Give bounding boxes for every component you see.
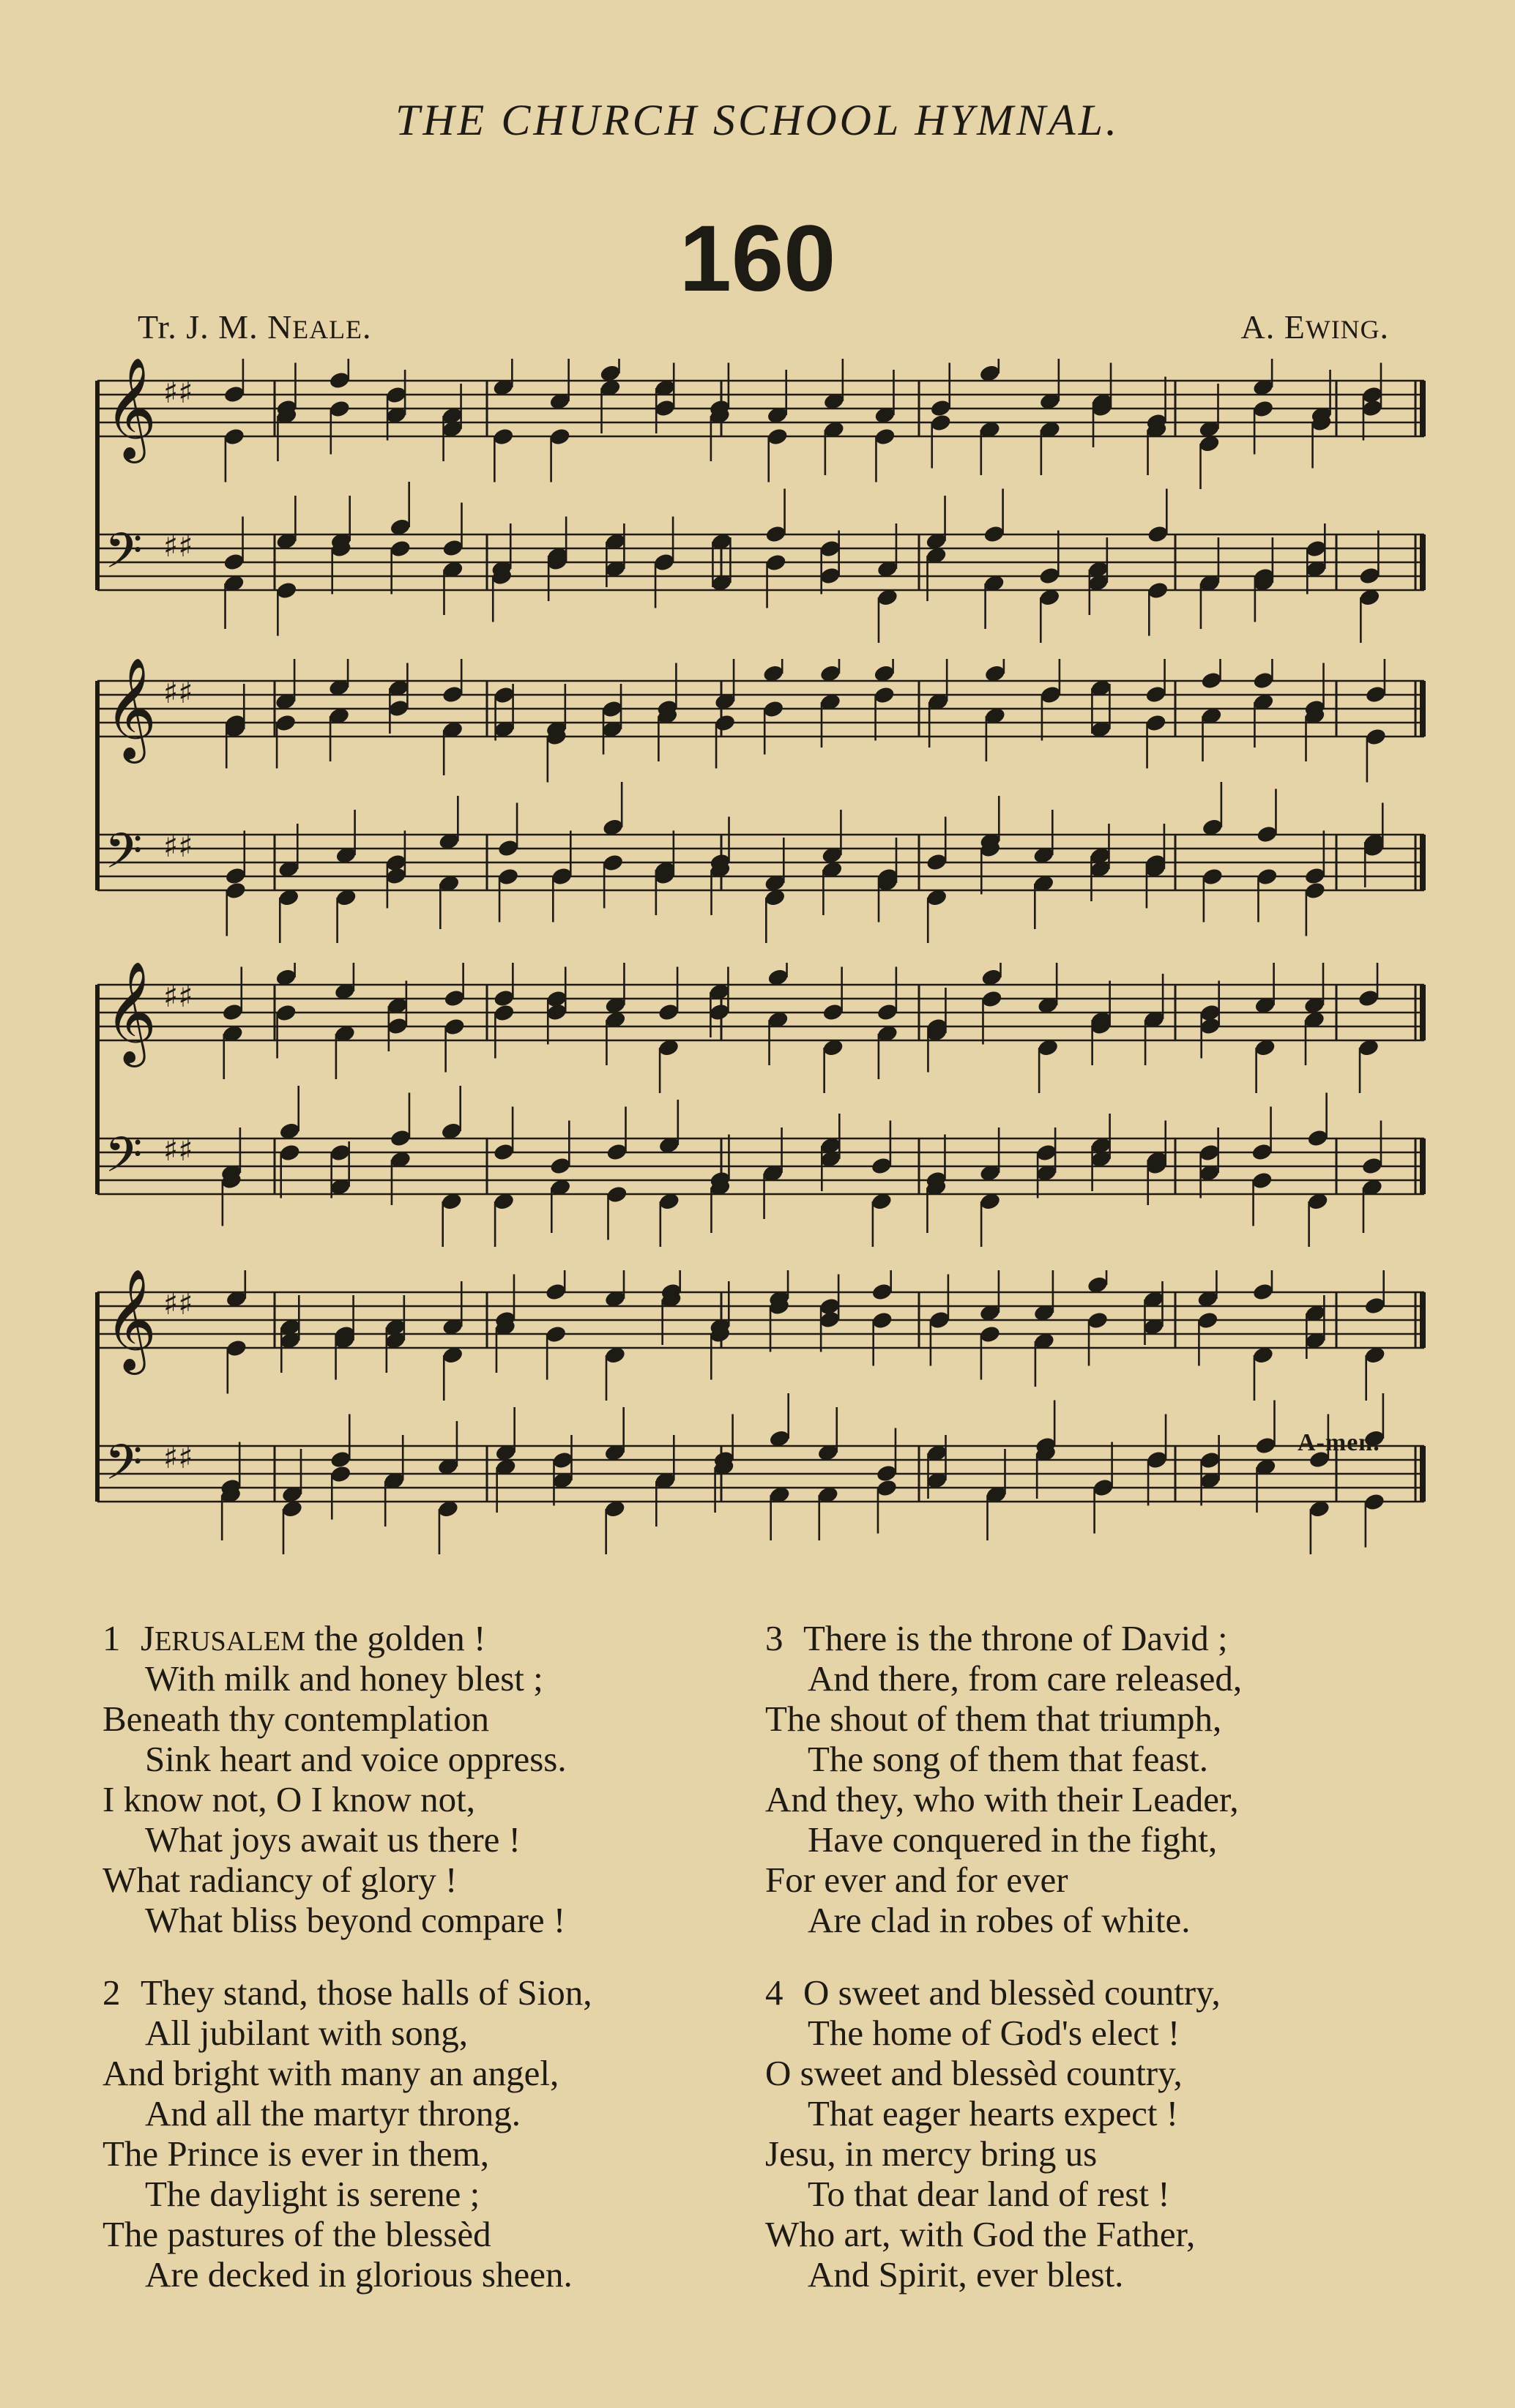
music-notation [92, 359, 1439, 652]
verse-line: The pastures of the blessèd [103, 2214, 491, 2254]
key-signature-icon: ♯♯ [163, 1132, 193, 1168]
verse-line: They stand, those halls of Sion, [141, 1972, 592, 2013]
verse-line: JERUSALEM the golden ! [141, 1618, 486, 1658]
verse-line: All jubilant with song, [145, 2013, 468, 2053]
verse-line: And there, from care released, [808, 1658, 1243, 1699]
key-signature-icon: ♯♯ [163, 1439, 193, 1475]
verse-line: For ever and for ever [765, 1860, 1068, 1900]
verse-number: 4 [765, 1972, 783, 2013]
verse-number: 2 [103, 1972, 121, 2013]
verse-line: What joys await us there ! [145, 1819, 521, 1860]
verse-line: The Prince is ever in them, [103, 2133, 489, 2174]
key-signature-icon: ♯♯ [163, 674, 193, 710]
music-notation [92, 1270, 1439, 1563]
treble-clef-icon: 𝄞 [105, 659, 157, 759]
key-signature-icon: ♯♯ [163, 528, 193, 564]
verse-line: The shout of them that triumph, [765, 1699, 1222, 1739]
music-system-1 [92, 359, 1439, 652]
verse-line: And all the martyr throng. [145, 2093, 521, 2133]
music-system-2 [92, 659, 1439, 952]
treble-clef-icon: 𝄞 [105, 359, 157, 459]
verse-line: O sweet and blessèd country, [803, 1972, 1221, 2013]
music-notation [92, 659, 1439, 952]
verse-line: The song of them that feast. [808, 1739, 1209, 1779]
verse-line: The home of God's elect ! [808, 2013, 1180, 2053]
verse-line: To that dear land of rest ! [808, 2174, 1170, 2214]
amen-label: A-men. [1298, 1429, 1380, 1456]
verse-line: And they, who with their Leader, [765, 1779, 1239, 1819]
verse-line: Beneath thy contemplation [103, 1699, 489, 1739]
key-signature-icon: ♯♯ [163, 978, 193, 1014]
verse-number: 3 [765, 1618, 783, 1658]
verse-4 [765, 1972, 1439, 2295]
verse-line: What radiancy of glory ! [103, 1860, 458, 1900]
verse-number: 1 [103, 1618, 121, 1658]
verse-line: What bliss beyond compare ! [145, 1900, 566, 1940]
bass-clef-icon: 𝄢 [105, 523, 143, 591]
verse-1 [103, 1618, 776, 1940]
author-credit: Tr. J. M. NEALE. [138, 308, 372, 346]
verse-3 [765, 1618, 1439, 1940]
verse-line: And bright with many an angel, [103, 2053, 559, 2093]
composer-credit: A. EWING. [1240, 308, 1389, 346]
key-signature-icon: ♯♯ [163, 1286, 193, 1322]
key-signature-icon: ♯♯ [163, 828, 193, 864]
bass-clef-icon: 𝄢 [105, 823, 143, 891]
verse-line: And Spirit, ever blest. [808, 2254, 1124, 2295]
verse-line: With milk and honey blest ; [145, 1658, 543, 1699]
verse-line: That eager hearts expect ! [808, 2093, 1179, 2133]
treble-clef-icon: 𝄞 [105, 1270, 157, 1371]
music-notation [92, 963, 1439, 1256]
verse-line: The daylight is serene ; [145, 2174, 480, 2214]
treble-clef-icon: 𝄞 [105, 963, 157, 1063]
hymn-number: 160 [679, 206, 836, 311]
verse-line: Who art, with God the Father, [765, 2214, 1196, 2254]
key-signature-icon: ♯♯ [163, 374, 193, 410]
book-title: THE CHURCH SCHOOL HYMNAL. [395, 96, 1120, 144]
bass-clef-icon: 𝄢 [105, 1434, 143, 1502]
verse-line: Are clad in robes of white. [808, 1900, 1191, 1940]
verse-2 [103, 1972, 776, 2295]
verse-line: O sweet and blessèd country, [765, 2053, 1183, 2093]
verse-line: There is the throne of David ; [803, 1618, 1228, 1658]
verse-line: Have conquered in the fight, [808, 1819, 1218, 1860]
verse-line: Are decked in glorious sheen. [145, 2254, 573, 2295]
verse-line: Jesu, in mercy bring us [765, 2133, 1098, 2174]
music-system-4 [92, 1270, 1439, 1563]
verse-line: I know not, O I know not, [103, 1779, 476, 1819]
music-system-3 [92, 963, 1439, 1256]
bass-clef-icon: 𝄢 [105, 1127, 143, 1195]
verse-line: Sink heart and voice oppress. [145, 1739, 567, 1779]
